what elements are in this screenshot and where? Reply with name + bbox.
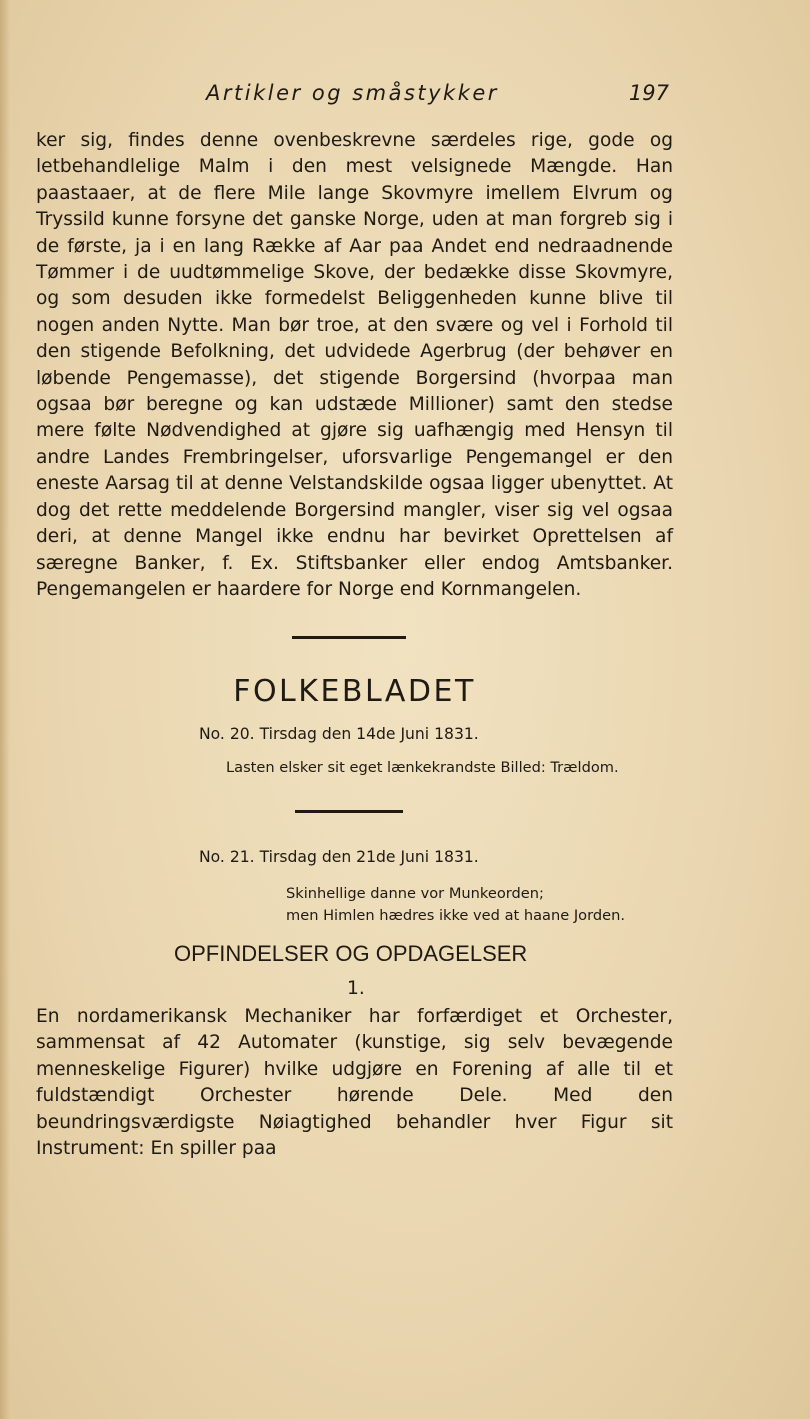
section-heading: OPFINDELSER OG OPDAGELSER: [174, 941, 528, 966]
issue-divider: [295, 810, 403, 813]
page-number: 197: [628, 81, 669, 105]
page-shadow: [0, 0, 10, 1419]
folkebladet-title: FOLKEBLADET: [233, 674, 476, 709]
issue-motto-21-line-2: men Himlen hædres ikke ved at haane Jorden.: [286, 907, 625, 924]
section-divider: [292, 636, 406, 639]
section-number: 1.: [347, 978, 365, 999]
article-paragraph: ker sig, findes denne ovenbeskrevne særdeles rige, gode og letbehandlelige Malm i den mest velsignede Mængde. Han paastaaer, at de flere Mile lange Skovmyre imellem Elvrum og Tryssild kunne forsyne det ganske Norge, uden at man forgreb sig i de første, ja i en lang Række af Aar paa Andet end nedraadnende Tømmer i de uudtømmelige Skove, der bedække disse Skovmyre, og som desuden ikke formedelst Beliggenheden kunne blive til nogen anden Nytte. Man bør troe, at den svære og vel i Forhold til den stigende Befolkning, det udvidede Agerbrug (der behøver en løbende Pengemasse), det stigende Borgersind (hvorpaa man ogsaa bør beregne og kan udstæde Millioner) samt den stedse mere følte Nødvendighed at gjøre sig uafhængig med Hensyn til andre Landes Frembringelser, uforsvarlige Pengemangel er den eneste Aarsag til at denne Velstandskilde ogsaa ligger ubenyttet. At dog det rette meddelende Borgersind mangler, viser sig vel ogsaa deri, at denne Mangel ikke endnu har bevirket Oprettelsen af særegne Banker, f. Ex. Stiftsbanker eller endog Amtsbanker. Pengemangelen er haardere for Norge end Kornmangelen.: [36, 130, 673, 600]
running-header: [36, 80, 669, 110]
issue-motto-21-line-1: Skinhellige danne vor Munkeorden;: [286, 885, 544, 902]
running-title: Artikler og småstykker: [206, 81, 499, 105]
issue-line-21: No. 21. Tirsdag den 21de Juni 1831.: [199, 848, 479, 866]
section-paragraph: En nordamerikansk Mechaniker har forfærdiget et Orchester, sammensat af 42 Automater (kunstige, sig selv bevægende menneskelige Figurer) hvilke udgjøre en Forening af alle til et fuldstændigt Orchester hørende Dele. Med den beundringsværdigste Nøiagtighed behandler hver Figur sit Instrument: En spiller paa: [36, 1006, 673, 1160]
issue-motto-20: Lasten elsker sit eget lænkekrandste Billed: Trældom.: [226, 759, 619, 776]
issue-line-20: No. 20. Tirsdag den 14de Juni 1831.: [199, 725, 479, 743]
